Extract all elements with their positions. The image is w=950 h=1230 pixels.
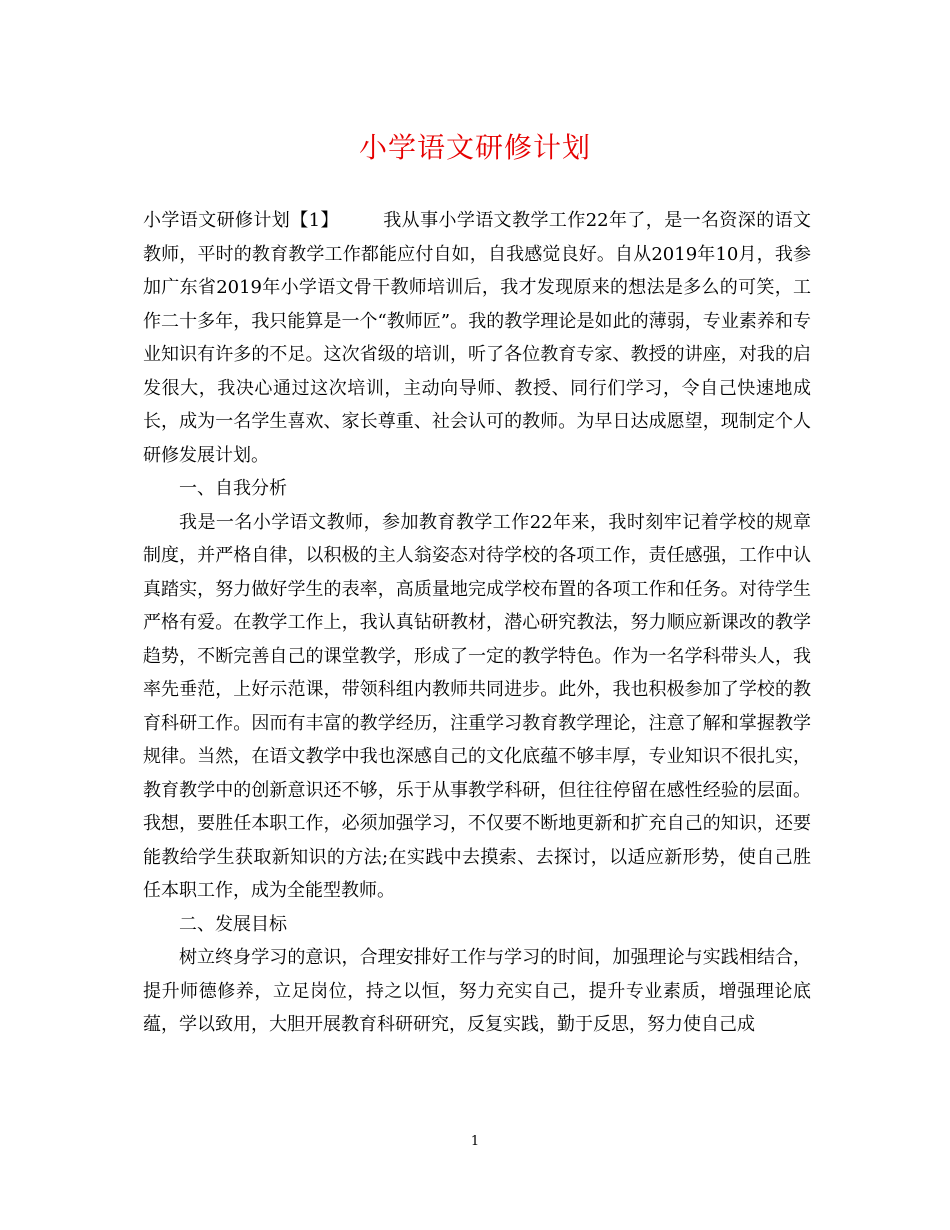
section-heading-development-goals: 二、发展目标 — [179, 913, 287, 935]
self-analysis-paragraph: 我是一名小学语文教师，参加教育教学工作22年来，我时刻牢记着学校的规章制度，并严格自律，以积极的主人翁姿态对待学校的各项工作，责任感强，工作中认真踏实，努力做好学生的表率，高质量地完成学校布置的各项工作和任务。对待学生严格有爱。在教学工作上，我认真钻研教材，潜心研究教法，努力顺应新课改的教学趋势，不断完善自己的课堂教学，形成了一定的教学特色。作为一名学科带头人，我率先垂范，上好示范课，带领科组内教师共同进步。此外，我也积极参加了学校的教育科研工作。因而有丰富的教学经历，注重学习教育教学理论，注意了解和掌握教学规律。当然，在语文教学中我也深感自己的文化底蕴不够丰厚，专业知识不很扎实，教育教学中的创新意识还不够，乐于从事教学科研，但往往停留在感性经验的层面。我想，要胜任本职工作，必须加强学习，不仅要不断地更新和扩充自己的知识，还要能教给学生获取新知识的方法;在实践中去摸索、去探讨，以适应新形势，使自己胜任本职工作，成为全能型教师。 — [143, 511, 811, 901]
intro-text: 我从事小学语文教学工作22年了，是一名资深的语文教师，平时的教育教学工作都能应付自如，自我感觉良好。自从2019年10月，我参加广东省2019年小学语文骨干教师培训后，我才发现原来的想法是多么的可笑，工作二十多年，我只能算是一个“教师匠”。我的教学理论是如此的薄弱，专业素养和专业知识有许多的不足。这次省级的培训，听了各位教育专家、教授的讲座，对我的启发很大，我决心通过这次培训，主动向导师、教授、同行们学习，令自己快速地成长，成为一名学生喜欢、家长尊重、社会认可的教师。为早日达成愿望，现制定个人研修发展计划。 — [143, 210, 812, 466]
intro-label: 小学语文研修计划【1】 — [143, 210, 339, 231]
development-goals-paragraph: 树立终身学习的意识，合理安排好工作与学习的时间，加强理论与实践相结合，提升师德修养，立足岗位，持之以恒，努力充实自己，提升专业素质，增强理论底蕴，学以致用，大胆开展教育科研研究，反复实践，勤于反思，努力使自己成 — [143, 947, 811, 1035]
document-body — [143, 204, 811, 1042]
intro-paragraph — [143, 204, 811, 472]
document-title: 小学语文研修计划 — [358, 131, 591, 164]
section-heading-self-analysis: 一、自我分析 — [179, 478, 287, 499]
page-number: 1 — [470, 1134, 480, 1149]
